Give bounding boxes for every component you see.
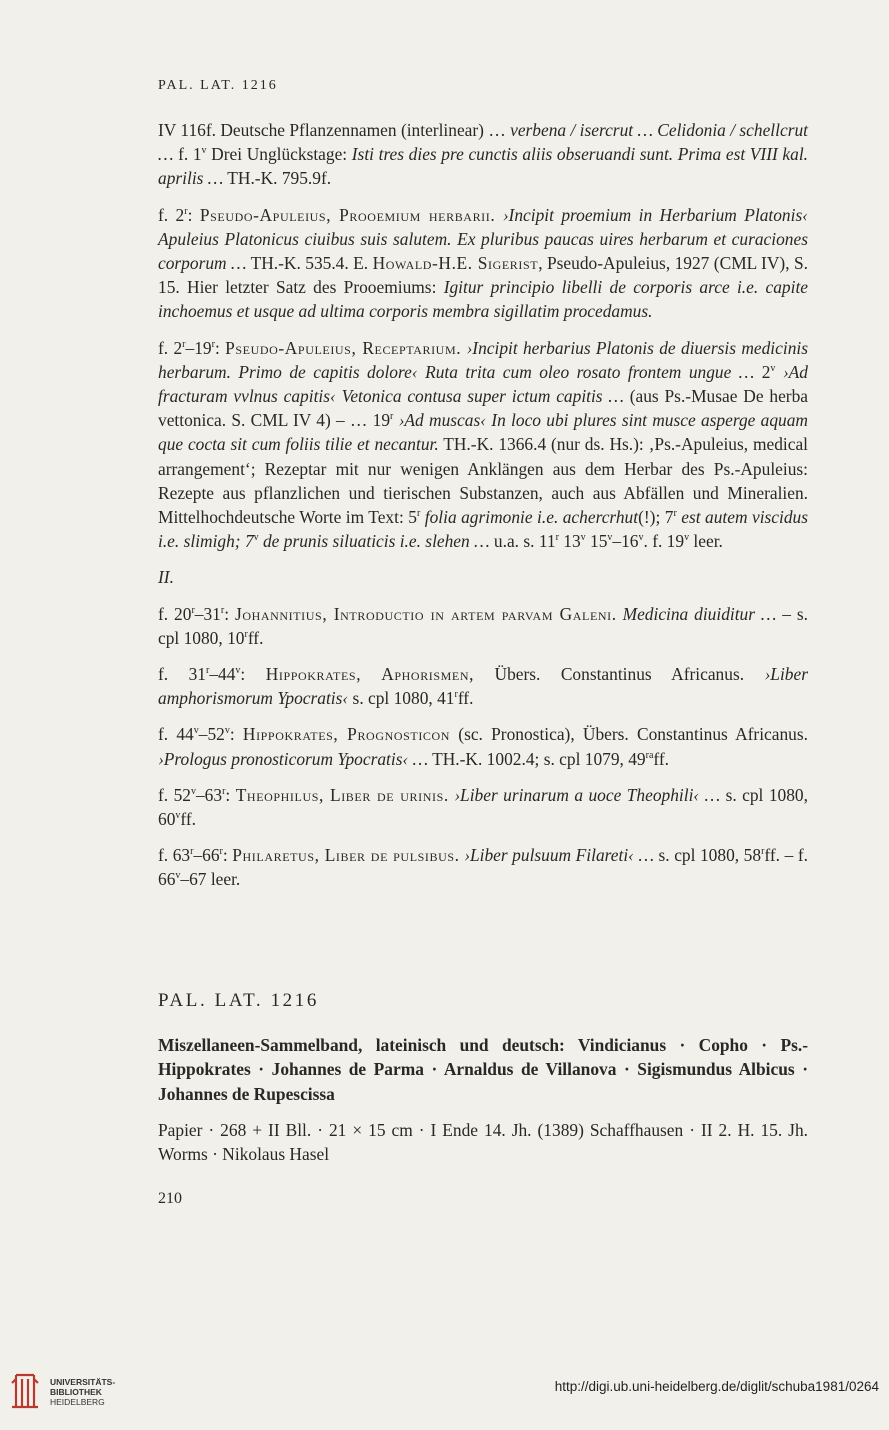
text-run: . f. 19	[643, 531, 685, 552]
text-run: f. 2	[158, 204, 185, 225]
folio-side: r	[244, 629, 248, 641]
footer	[0, 1365, 889, 1430]
folio-side: v	[193, 725, 199, 737]
paragraph-prooemium	[158, 203, 808, 324]
latin-quote: ›Incipit herbarius Platonis de diuersis medicinis herbarum. Primo de capitis dolore‹ Ruta trita cum oleo rosato frontem ungue …	[158, 337, 808, 382]
folio-side: r	[219, 846, 223, 858]
folio-side: r	[190, 846, 194, 858]
folio-side: r	[390, 411, 394, 423]
library-name-line: BIBLIOTHEK	[50, 1387, 102, 1397]
running-head: PAL. LAT. 1216	[158, 78, 278, 93]
paragraph-prognosticon	[158, 722, 808, 770]
folio-side: r	[211, 338, 215, 350]
latin-quote: Igitur principio libelli de corporis arce i.e. capite inchoemus et usque ad ultima corporis membra sigillatim procedamus.	[158, 277, 808, 322]
text-run: f. 52	[158, 784, 191, 805]
text-run: s. cpl 1080, 60	[158, 784, 808, 830]
library-name-line: UNIVERSITÄTS-	[50, 1377, 116, 1387]
folio-side: r	[416, 508, 421, 520]
text-run: –16	[612, 531, 639, 552]
paragraph-theophilus	[158, 783, 808, 831]
library-name-line: HEIDELBERG	[50, 1397, 105, 1407]
source-url-link[interactable]: http://digi.ub.uni-heidelberg.de/diglit/schuba1981/0264	[554, 1379, 879, 1394]
latin-quote: ›Liber pulsuum Filareti‹ …	[459, 845, 654, 866]
work-title: Hippokrates, Prognosticon	[242, 724, 451, 745]
folio-side: v	[638, 532, 644, 544]
folio-side: v	[770, 363, 776, 375]
latin-quote: verbena / isercrut … Celidonia / schellcrut …	[158, 120, 808, 165]
text-run: –63	[195, 784, 223, 805]
latin-quote: folia agrimonie i.e. achercrhut	[420, 507, 639, 528]
folio-side: r	[191, 604, 195, 616]
folio-side: v	[201, 145, 207, 157]
text-run: f. 2	[158, 337, 183, 358]
text-run: :	[229, 724, 243, 745]
text-run: 15	[585, 531, 608, 552]
text-run: ff.	[653, 748, 670, 769]
paragraph-section-iv	[158, 118, 808, 191]
folio-side: v	[175, 810, 181, 822]
text-run: ff. – f. 66	[158, 845, 808, 890]
latin-quote: ›Incipit proemium in Herbarium Platonis‹ Apuleius Platonicus ciuibus suis salutem. Ex pluribus paucas uires herbarum et curaciones corporum …	[158, 204, 809, 274]
work-title: Theophilus, Liber de urinis.	[235, 784, 449, 805]
library-logo-icon	[8, 1371, 42, 1411]
folio-side: v	[684, 532, 690, 544]
text-run: f. 63	[158, 845, 191, 866]
folio-side: r	[222, 786, 226, 798]
text-run: :	[225, 784, 236, 805]
text-run: TH.-K. 1366.4 (nur ds. Hs.): ‚Ps.-Apuleius, medical arrangement‘; Rezeptar mit nur wenigen Anklängen aus dem Herbar des Ps.-Apuleius: Rezepte aus pflanzlichen und tierischen Substanzen, auch aus Abfällen und Mineralien. Mittelhochdeutsche Worte im Text: 5	[158, 434, 809, 528]
work-title: Pseudo-Apuleius, Prooemium herbarii.	[199, 204, 496, 225]
text-run: ff.	[457, 688, 474, 709]
text-run: , Pseudo-Apuleius, 1927 (CML IV), S. 15. Hier letzter Satz des Prooemiums:	[158, 253, 808, 298]
folio-side: ra	[645, 749, 654, 761]
text-run: 2	[754, 361, 771, 382]
section-numeral-text: II.	[158, 567, 174, 588]
paragraph-receptarium	[158, 336, 808, 554]
text-run: f. 31	[158, 664, 206, 685]
folio-side: v	[580, 532, 586, 544]
body-text	[158, 118, 808, 904]
text-run: ff.	[180, 809, 197, 830]
text-run: –31	[194, 603, 221, 624]
text-run: leer.	[689, 531, 723, 552]
entry-physical-description: Papier · 268 + II Bll. · 21 × 15 cm · I Ende 14. Jh. (1389) Schaffhausen · II 2. H. 15. Jh. Worms · Nikolaus Hasel	[158, 1120, 808, 1165]
text-run: f. 44	[158, 724, 194, 745]
entry-title: Miszellaneen-Sammelband, lateinisch und deutsch: Vindicianus · Copho · Ps.-Hippokrates · Johannes de Parma · Arnaldus de Villanova · Sigismundus Albicus · Johannes de Rupescissa	[158, 1035, 808, 1104]
section-numeral	[158, 565, 808, 589]
text-run: – s. cpl 1080, 10	[158, 603, 808, 648]
folio-side: v	[607, 532, 613, 544]
latin-quote: ›Ad muscas‹ In loco ubi plures sint musce asperge aquam que cocta sit cum foliis tilie et necantur.	[158, 410, 808, 455]
text-run: :	[214, 337, 226, 358]
text-run: TH.-K. 535.4. E.	[246, 253, 373, 274]
folio-side: r	[182, 338, 186, 350]
text-run: TH.-K. 795.9f.	[223, 168, 332, 189]
latin-quote: Medicina diuiditur …	[616, 603, 777, 624]
latin-quote: Isti tres dies pre cunctis aliis obseruandi sunt. Prima est VIII kal. aprilis …	[158, 144, 808, 189]
library-name	[50, 1377, 115, 1407]
folio-side: r	[761, 846, 765, 858]
latin-quote: est autem viscidus i.e. slimigh; 7	[158, 507, 809, 552]
work-title: Hippokrates, Aphorismen,	[265, 664, 475, 685]
latin-quote: ›Ad fracturam vvlnus capitis‹ Vetonica contusa super ictum capitis …	[158, 361, 808, 407]
latin-quote: ›Liber urinarum a uoce Theophili‹ …	[448, 784, 721, 805]
folio-side: v	[224, 725, 230, 737]
text-run: IV 116f. Deutsche Pflanzennamen (interlinear) …	[158, 120, 511, 140]
latin-quote: de prunis siluaticis i.e. slehen …	[258, 531, 490, 552]
work-title: Pseudo-Apuleius, Receptarium.	[225, 337, 462, 358]
text-run: s. cpl 1080, 58	[653, 845, 762, 866]
folio-side: r	[555, 532, 559, 544]
work-title: Philaretus, Liber de pulsibus.	[232, 845, 460, 866]
text-run: Übers. Constantinus Africanus.	[474, 664, 765, 685]
text-run: –67 leer.	[180, 869, 241, 890]
text-run: –66	[193, 845, 220, 866]
text-run: (sc. Pronostica), Übers. Constantinus Africanus.	[450, 724, 808, 745]
author-names: Howald-H.E. Sigerist	[372, 253, 539, 274]
text-run: Drei Unglückstage:	[206, 144, 352, 165]
text-run: TH.-K. 1002.4; s. cpl 1079, 49	[428, 748, 646, 769]
folio-side: v	[175, 870, 181, 882]
text-run: ff.	[247, 627, 264, 648]
text-run: :	[187, 204, 200, 225]
paragraph-johannitius	[158, 602, 808, 650]
folio-side: r	[673, 508, 677, 520]
text-run: u.a. s. 11	[489, 531, 556, 552]
folio-side: r	[184, 205, 188, 217]
text-run: (aus Ps.-Musae De herba vettonica. S. CML IV 4) – … 19	[158, 386, 808, 431]
folio-side: v	[190, 786, 196, 798]
folio-side: r	[454, 689, 458, 701]
folio-side: r	[205, 665, 210, 677]
latin-quote: ›Liber amphorismorum Ypocratis‹	[158, 664, 808, 709]
work-title: Johannitius, Introductio in artem parvam Galeni.	[234, 603, 617, 624]
text-run: 13	[558, 531, 581, 552]
paragraph-philaretus	[158, 843, 808, 891]
text-run: (!); 7	[638, 507, 674, 528]
text-run: f. 20	[158, 603, 192, 624]
latin-quote: ›Prologus pronosticorum Ypocratis‹ …	[158, 748, 429, 769]
text-run: :	[222, 845, 233, 866]
text-run: :	[224, 603, 235, 624]
page-number: 210	[158, 1190, 182, 1207]
text-run: –19	[185, 337, 212, 358]
folio-side: r	[220, 604, 225, 616]
folio-side: v	[235, 665, 241, 677]
folio-side: v	[253, 532, 259, 544]
text-run: s. cpl 1080, 41	[348, 688, 455, 709]
entry-heading: PAL. LAT. 1216	[158, 990, 319, 1011]
text-run: –52	[198, 724, 225, 745]
text-run: :	[240, 664, 266, 685]
paragraph-aphorismen	[158, 662, 808, 710]
text-run: –44	[209, 664, 236, 685]
text-run: f. 1	[173, 144, 202, 165]
